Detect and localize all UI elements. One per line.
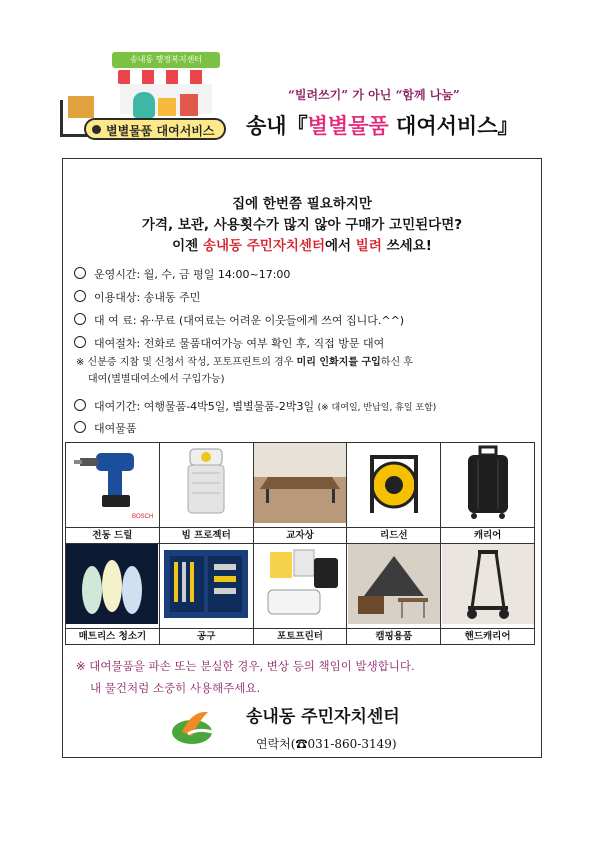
- logo-tag: 송내동 행정복지센터: [112, 52, 220, 68]
- title-highlight: 별별물품: [307, 114, 389, 138]
- page-title: [246, 110, 518, 140]
- intro-center-name: 송내동 주민자치센터: [202, 238, 325, 254]
- note-emphasis: 미리 인화지를 구입: [296, 357, 381, 368]
- item-image-table: [253, 443, 347, 528]
- intro-text: 이젠: [172, 238, 203, 254]
- intro-line-2: 가격, 보관, 사용횟수가 많지 않아 구매가 고민된다면?: [141, 217, 463, 233]
- logo-label: 별별물품 대여서비스: [84, 118, 226, 140]
- item-label: 빔 프로젝터: [159, 528, 253, 544]
- item-label: 공구: [159, 629, 253, 645]
- period-note: (※ 대여일, 반납일, 휴일 포함): [317, 403, 437, 413]
- item-label: 교자상: [253, 528, 347, 544]
- item-label: 캐리어: [441, 528, 535, 544]
- drill-brand-text: BOSCH: [132, 514, 154, 520]
- item-image-suitcase: [441, 443, 535, 528]
- item-image-photo-printer: [253, 544, 347, 629]
- contact-phone: 연락처(☎031-860-3149): [256, 737, 397, 751]
- center-logo-icon: [168, 702, 220, 750]
- intro-line-3: [62, 234, 542, 254]
- intro-text: 쓰세요!: [381, 238, 432, 254]
- info-text: 대 여 료: 유·무료 (대여료는 어려운 이웃들에게 쓰여 집니다.^^): [94, 314, 405, 327]
- box-icon: [180, 94, 198, 116]
- info-target: [74, 289, 200, 305]
- item-label: 전동 드릴: [66, 528, 160, 544]
- info-text: 대여절차: 전화로 물품대여가능 여부 확인 후, 직접 방문 대여: [94, 337, 385, 350]
- item-image-projector: [159, 443, 253, 528]
- intro-borrow: 빌려: [355, 238, 382, 254]
- item-label: 캠핑용품: [347, 629, 441, 645]
- note-text: ※ 신분증 지참 및 신청서 작성, 포토프린트의 경우: [76, 357, 297, 368]
- damage-warning: [76, 655, 546, 699]
- info-text: 대여기간: 여행물품-4박5일, 별별물품-2박3일: [94, 400, 318, 413]
- item-label: 포토프린터: [253, 629, 347, 645]
- info-period: [74, 398, 436, 414]
- rental-items-table: [65, 442, 535, 645]
- item-image-tools: [159, 544, 253, 629]
- organization-name: 송내동 주민자치센터: [246, 707, 400, 727]
- intro-line-1: 집에 한번쯤 필요하지만: [232, 196, 372, 212]
- bullet-circle-icon: [74, 313, 86, 325]
- title-suffix: 대여서비스』: [388, 114, 519, 138]
- bullet-circle-icon: [74, 290, 86, 302]
- info-text: 이용대상: 송내동 주민: [94, 291, 201, 304]
- info-items-heading: [74, 420, 137, 436]
- intro-text: 에서: [325, 238, 356, 254]
- bullet-circle-icon: [74, 267, 86, 279]
- item-label: 핸드캐리어: [441, 629, 535, 645]
- info-hours: [74, 266, 290, 282]
- item-image-mattress-cleaner: [66, 544, 160, 629]
- item-image-drill: [66, 443, 160, 528]
- info-fee: [74, 312, 404, 328]
- warning-line-2: 내 물건처럼 소중히 사용해주세요.: [90, 681, 261, 695]
- bullet-circle-icon: [74, 399, 86, 411]
- item-label: 리드선: [347, 528, 441, 544]
- item-label: 매트리스 청소기: [66, 629, 160, 645]
- item-image-cable-reel: [347, 443, 441, 528]
- item-image-camping-gear: [347, 544, 441, 629]
- info-note: [76, 354, 536, 388]
- title-prefix: 송내『: [246, 114, 308, 138]
- info-text: 대여물품: [94, 422, 137, 435]
- note-text: 대여(별별대여소에서 구입가능): [88, 374, 225, 385]
- bullet-circle-icon: [74, 336, 86, 348]
- box-icon: [158, 98, 176, 116]
- info-procedure: [74, 335, 384, 351]
- dinosaur-icon: [133, 92, 155, 118]
- item-image-hand-cart: [441, 544, 535, 629]
- awning-decoration: [118, 70, 214, 84]
- info-text: 운영시간: 월, 수, 금 평일 14:00~17:00: [94, 268, 291, 281]
- logo-dot-icon: [92, 125, 101, 134]
- subtitle: “빌려쓰기” 가 아닌 “함께 나눔”: [288, 88, 460, 102]
- warning-line-1: ※ 대여물품을 파손 또는 분실한 경우, 변상 등의 책임이 발생합니다.: [76, 659, 415, 673]
- bullet-circle-icon: [74, 421, 86, 433]
- note-text: 하신 후: [380, 357, 413, 368]
